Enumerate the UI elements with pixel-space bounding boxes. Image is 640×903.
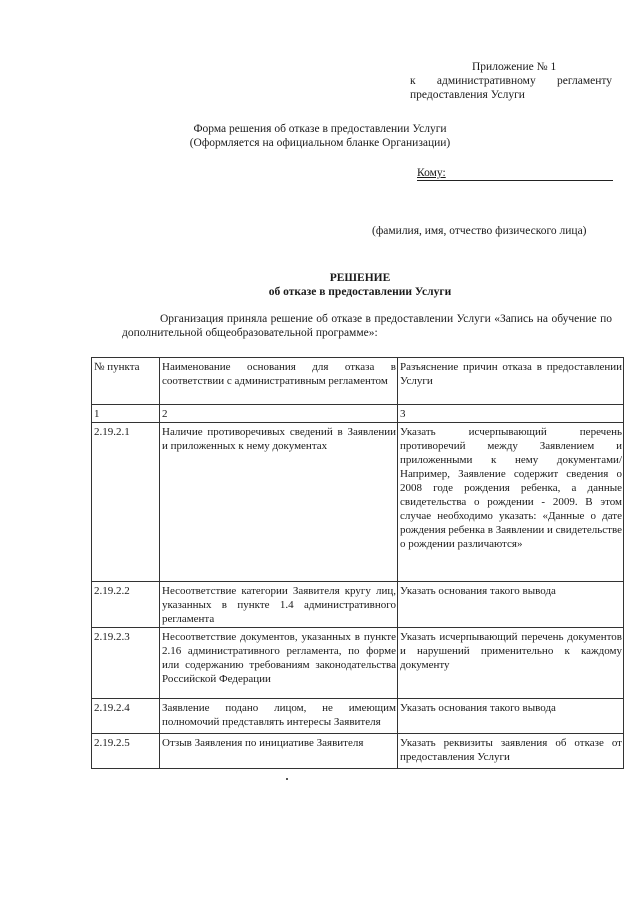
row-explanation: Указать основания такого вывода xyxy=(398,582,624,628)
appendix-number: Приложение № 1 xyxy=(472,61,557,73)
row-explanation: Указать основания такого вывода xyxy=(398,699,624,734)
row-number: 2.19.2.1 xyxy=(92,423,160,582)
header-cell: Наименование основания для отказа в соответствии с административным регламентом xyxy=(160,358,398,405)
row-reason: Наличие противоречивых сведений в Заявлении и приложенных к нему документах xyxy=(160,423,398,582)
row-reason: Несоответствие документов, указанных в пункте 2.16 административного регламента, по форме или содержанию требованиям законодательства Российской Федерации xyxy=(160,628,398,699)
scan-speck xyxy=(286,778,288,780)
table-row xyxy=(92,699,624,734)
row-explanation: Указать реквизиты заявления об отказе от предоставления Услуги xyxy=(398,734,624,769)
row-number: 2.19.2.5 xyxy=(92,734,160,769)
table-header-row xyxy=(92,358,624,405)
numbering-cell: 3 xyxy=(398,405,624,423)
numbering-cell: 2 xyxy=(160,405,398,423)
refusal-reasons-table xyxy=(91,357,624,769)
appendix-word: регламенту xyxy=(556,75,612,87)
table-numbering-row xyxy=(92,405,624,423)
row-reason: Заявление подано лицом, не имеющим полномочий представлять интересы Заявителя xyxy=(160,699,398,734)
table-row xyxy=(92,734,624,769)
row-explanation: Указать исчерпывающий перечень противоречий между Заявлением и приложенными к нему документами/ Например, Заявление содержит сведения о 2008 годе рождения ребенка, а данные свидетельства о рождении - 2009. В этом случае необходимо указать: «Данные о дате рождения ребенка в Заявлении и свидетельстве о рождении различаются» xyxy=(398,423,624,582)
table-row xyxy=(92,582,624,628)
appendix-word: к xyxy=(410,75,416,87)
decision-title: РЕШЕНИЕ xyxy=(329,272,391,284)
row-number: 2.19.2.3 xyxy=(92,628,160,699)
appendix-header xyxy=(410,60,612,102)
table-row xyxy=(92,423,624,582)
decision-heading xyxy=(0,271,640,299)
row-number: 2.19.2.2 xyxy=(92,582,160,628)
row-reason: Несоответствие категории Заявителя кругу лиц, указанных в пункте 1.4 административного регламента xyxy=(160,582,398,628)
form-title-line: Форма решения об отказе в предоставлении Услуги xyxy=(193,123,447,135)
appendix-word: административному xyxy=(436,75,536,87)
form-title xyxy=(0,122,640,150)
recipient-name-hint: (фамилия, имя, отчество физического лица) xyxy=(372,225,587,237)
table-row xyxy=(92,628,624,699)
numbering-cell: 1 xyxy=(92,405,160,423)
appendix-reference xyxy=(410,74,612,88)
form-title-note: (Оформляется на официальном бланке Организации) xyxy=(189,137,451,149)
header-cell: Разъяснение причин отказа в предоставлении Услуги xyxy=(398,358,624,405)
intro-paragraph: Организация приняла решение об отказе в предоставлении Услуги «Запись на обучение по дополнительной общеобразовательной программе»: xyxy=(122,313,612,339)
recipient-line xyxy=(417,166,613,181)
header-cell: № пункта xyxy=(92,358,160,405)
row-explanation: Указать исчерпывающий перечень документов и нарушений применительно к каждому документу xyxy=(398,628,624,699)
decision-subtitle: об отказе в предоставлении Услуги xyxy=(268,286,452,298)
row-number: 2.19.2.4 xyxy=(92,699,160,734)
appendix-service: предоставления Услуги xyxy=(410,89,525,101)
row-reason: Отзыв Заявления по инициативе Заявителя xyxy=(160,734,398,769)
recipient-label: Кому: xyxy=(417,167,446,179)
